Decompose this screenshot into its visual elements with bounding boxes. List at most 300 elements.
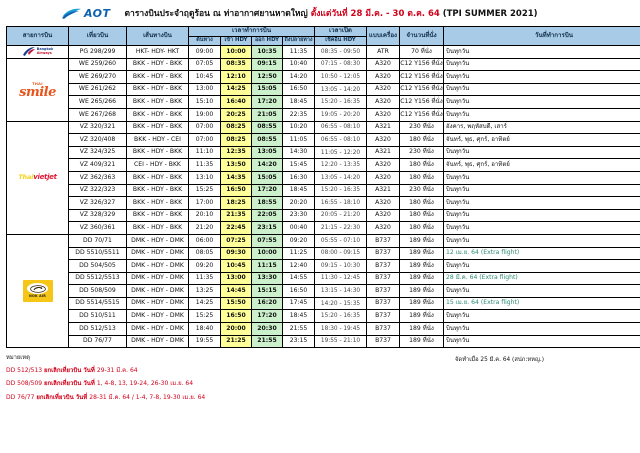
footer-note-action: ยกเลิกเที่ยวบิน วันที่ (43, 366, 97, 374)
cell-checkin-window: 06:55 - 08:10 (315, 121, 367, 134)
cell-route: DMK - HDY - DMK (127, 335, 189, 348)
cell-arrive-hdy-time: 07:25 (221, 234, 252, 247)
flight-schedule-table (6, 26, 640, 348)
cell-seats: 189 ที่นั่ง (400, 310, 444, 323)
cell-operating-days: 28 มี.ค. 64 (Extra flight) (444, 272, 640, 285)
table-row (7, 46, 640, 59)
cell-seats: 189 ที่นั่ง (400, 234, 444, 247)
col-header-seats: จำนวนที่นั่ง (400, 27, 444, 46)
cell-route: BKK - HDY - BKK (127, 121, 189, 134)
cell-flight-no: DD 508/509 (69, 285, 127, 298)
cell-aircraft: A321 (367, 121, 400, 134)
table-row (7, 83, 640, 96)
airline-logo-cell (7, 46, 69, 59)
cell-flight-no: DD 512/513 (69, 323, 127, 336)
cell-seats: 189 ที่นั่ง (400, 285, 444, 298)
col-header-flight-no: เที่ยวบิน (69, 27, 127, 46)
cell-destination-time: 10:40 (283, 58, 315, 71)
cell-destination-time: 23:15 (283, 335, 315, 348)
cell-checkin-window: 18:30 - 19:45 (315, 323, 367, 336)
cell-flight-no: VZ 328/329 (69, 209, 127, 222)
cell-flight-no: DD 5514/5515 (69, 297, 127, 310)
cell-flight-no: WE 265/266 (69, 96, 127, 109)
cell-aircraft: A321 (367, 184, 400, 197)
cell-route: DMK - HDY - DMK (127, 247, 189, 260)
page-footer (0, 348, 640, 402)
cell-checkin-window: 13:15 - 14:30 (315, 285, 367, 298)
cell-aircraft: A320 (367, 159, 400, 172)
cell-origin-time: 07:00 (189, 121, 221, 134)
cell-route: BKK - HDY - BKK (127, 184, 189, 197)
cell-seats: 180 ที่นั่ง (400, 222, 444, 235)
cell-destination-time: 10:20 (283, 121, 315, 134)
col-header-aircraft: แบบเครื่อง (367, 27, 400, 46)
footer-note-flight: DD 512/513 (6, 366, 44, 374)
cell-checkin-window: 16:55 - 18:10 (315, 197, 367, 210)
cell-arrive-hdy-time: 20:25 (221, 108, 252, 121)
footer-note (6, 392, 634, 402)
table-row (7, 71, 640, 84)
cell-flight-no: DD 504/505 (69, 260, 127, 273)
cell-route: BKK - HDY - BKK (127, 83, 189, 96)
cell-origin-time: 06:00 (189, 234, 221, 247)
cell-origin-time: 09:20 (189, 260, 221, 273)
cell-route: BKK - HDY - BKK (127, 108, 189, 121)
cell-checkin-window: 19:55 - 21:10 (315, 335, 367, 348)
cell-destination-time: 22:35 (283, 108, 315, 121)
cell-arrive-hdy-time: 13:50 (221, 159, 252, 172)
cell-depart-hdy-time: 11:15 (252, 260, 283, 273)
cell-arrive-hdy-time: 13:00 (221, 272, 252, 285)
airline-logo-cell (7, 234, 69, 347)
table-row (7, 323, 640, 336)
aot-logo (62, 7, 111, 20)
cell-seats: 189 ที่นั่ง (400, 323, 444, 336)
cell-operating-days: บินทุกวัน (444, 323, 640, 336)
cell-checkin-window: 10:50 - 12:05 (315, 71, 367, 84)
cell-arrive-hdy-time: 08:25 (221, 121, 252, 134)
cell-route: DMK - HDY - DMK (127, 260, 189, 273)
cell-destination-time: 09:20 (283, 234, 315, 247)
cell-checkin-window: 21:15 - 22:30 (315, 222, 367, 235)
cell-operating-days: จันทร์, พุธ, ศุกร์, อาทิตย์ (444, 159, 640, 172)
cell-origin-time: 11:35 (189, 272, 221, 285)
cell-arrive-hdy-time: 09:30 (221, 247, 252, 260)
cell-seats: C12 Y156 ที่นั่ง (400, 58, 444, 71)
footer-notes (6, 365, 634, 402)
cell-operating-days: บินทุกวัน (444, 197, 640, 210)
cell-origin-time: 18:40 (189, 323, 221, 336)
cell-flight-no: WE 259/260 (69, 58, 127, 71)
cell-depart-hdy-time: 17:20 (252, 310, 283, 323)
page-title-season: (TPI SUMMER 2021) (442, 9, 538, 19)
cell-operating-days: บินทุกวัน (444, 71, 640, 84)
cell-checkin-window: 13:05 - 14:20 (315, 171, 367, 184)
cell-seats: 230 ที่นั่ง (400, 146, 444, 159)
cell-operating-days: 15 เม.ย. 64 (Extra flight) (444, 297, 640, 310)
cell-origin-time: 11:10 (189, 146, 221, 159)
cell-destination-time: 11:35 (283, 46, 315, 59)
cell-arrive-hdy-time: 14:25 (221, 83, 252, 96)
cell-destination-time: 14:20 (283, 71, 315, 84)
cell-arrive-hdy-time: 10:00 (221, 46, 252, 59)
cell-checkin-window: 12:20 - 13:35 (315, 159, 367, 172)
col-header-days: วันที่ทำการบิน (444, 27, 640, 46)
cell-aircraft: B737 (367, 297, 400, 310)
cell-checkin-window: 05:55 - 07:10 (315, 234, 367, 247)
cell-checkin-window: 13:05 - 14:20 (315, 83, 367, 96)
cell-arrive-hdy-time: 22:45 (221, 222, 252, 235)
cell-depart-hdy-time: 17:20 (252, 184, 283, 197)
cell-destination-time: 14:55 (283, 272, 315, 285)
cell-destination-time: 18:45 (283, 310, 315, 323)
cell-route: CEI - HDY - BKK (127, 159, 189, 172)
cell-route: BKK - HDY - BKK (127, 171, 189, 184)
cell-arrive-hdy-time: 16:40 (221, 96, 252, 109)
footer-note-flight: DD 508/509 (6, 380, 44, 388)
cell-aircraft: ATR (367, 46, 400, 59)
cell-checkin-window: 15:20 - 16:35 (315, 96, 367, 109)
cell-flight-no: DD 76/77 (69, 335, 127, 348)
cell-arrive-hdy-time: 08:35 (221, 58, 252, 71)
cell-depart-hdy-time: 07:55 (252, 234, 283, 247)
cell-checkin-window: 11:30 - 12:45 (315, 272, 367, 285)
cell-origin-time: 07:05 (189, 58, 221, 71)
cell-checkin-window: 15:20 - 16:35 (315, 184, 367, 197)
thai-vietjet-logo: Thaivietjet (18, 173, 57, 182)
airline-logo-cell (7, 121, 69, 234)
table-row (7, 297, 640, 310)
cell-aircraft: A320 (367, 209, 400, 222)
cell-seats: 189 ที่นั่ง (400, 260, 444, 273)
col-header-depart-hdy: ออก HDY (252, 37, 283, 46)
footer-note (6, 365, 634, 375)
cell-operating-days: บินทุกวัน (444, 83, 640, 96)
table-row (7, 285, 640, 298)
table-row (7, 260, 640, 273)
cell-depart-hdy-time: 13:05 (252, 146, 283, 159)
cell-aircraft: A321 (367, 146, 400, 159)
page-title-main: ตารางบินประจำฤดูร้อน ณ ท่าอากาศยานหาดใหญ่ (124, 9, 311, 19)
cell-arrive-hdy-time: 14:35 (221, 171, 252, 184)
cell-destination-time: 15:45 (283, 159, 315, 172)
col-header-route: เส้นทางบิน (127, 27, 189, 46)
table-row (7, 247, 640, 260)
cell-aircraft: B737 (367, 335, 400, 348)
table-header-row-1 (7, 27, 640, 37)
cell-depart-hdy-time: 22:05 (252, 209, 283, 222)
table-row (7, 96, 640, 109)
cell-route: BKK - HDY - BKK (127, 71, 189, 84)
cell-route: BKK - HDY - BKK (127, 197, 189, 210)
cell-operating-days: บินทุกวัน (444, 58, 640, 71)
cell-arrive-hdy-time: 21:35 (221, 209, 252, 222)
page-title-date-range: ตั้งแต่วันที่ 28 มี.ค. - 30 ต.ค. 64 (310, 9, 443, 19)
cell-seats: C12 Y156 ที่นั่ง (400, 96, 444, 109)
cell-origin-time: 15:25 (189, 184, 221, 197)
cell-route: BKK - HDY - BKK (127, 146, 189, 159)
footer-heading: หมายเหตุ (6, 355, 30, 362)
cell-aircraft: B737 (367, 247, 400, 260)
cell-destination-time: 11:05 (283, 134, 315, 147)
cell-arrive-hdy-time: 20:00 (221, 323, 252, 336)
cell-destination-time: 23:30 (283, 209, 315, 222)
cell-origin-time: 11:35 (189, 159, 221, 172)
footer-note-dates: 28-31 มี.ค. 64 / 1-4, 7-8, 19-30 เม.ย. 64 (89, 393, 206, 401)
cell-seats: 70 ที่นั่ง (400, 46, 444, 59)
cell-arrive-hdy-time: 10:45 (221, 260, 252, 273)
cell-depart-hdy-time: 12:50 (252, 71, 283, 84)
table-row (7, 146, 640, 159)
cell-route: DMK - HDY - DMK (127, 310, 189, 323)
cell-checkin-window: 15:20 - 16:35 (315, 310, 367, 323)
cell-origin-time: 19:00 (189, 108, 221, 121)
cell-operating-days: บินทุกวัน (444, 146, 640, 159)
cell-depart-hdy-time: 10:00 (252, 247, 283, 260)
cell-operating-days: บินทุกวัน (444, 234, 640, 247)
col-header-destination: ถึงปลายทาง (283, 37, 315, 46)
cell-destination-time: 14:30 (283, 146, 315, 159)
col-header-airline: สายการบิน (7, 27, 69, 46)
table-row (7, 159, 640, 172)
cell-depart-hdy-time: 18:55 (252, 197, 283, 210)
cell-flight-no: WE 267/268 (69, 108, 127, 121)
cell-flight-no: VZ 324/325 (69, 146, 127, 159)
cell-checkin-window: 20:05 - 21:20 (315, 209, 367, 222)
cell-operating-days: จันทร์, พุธ, ศุกร์, อาทิตย์ (444, 134, 640, 147)
col-header-checkin-group: เวลาเปิด (315, 27, 367, 37)
cell-route: DMK - HDY - DMK (127, 272, 189, 285)
bangkok-airways-logo: Bangkok Airways (7, 46, 68, 57)
cell-aircraft: B737 (367, 285, 400, 298)
schedule-table-wrap (0, 26, 640, 348)
cell-seats: 189 ที่นั่ง (400, 247, 444, 260)
cell-seats: C12 Y156 ที่นั่ง (400, 83, 444, 96)
cell-operating-days: บินทุกวัน (444, 222, 640, 235)
cell-origin-time: 09:00 (189, 46, 221, 59)
cell-operating-days: อังคาร, พฤหัสบดี, เสาร์ (444, 121, 640, 134)
cell-route: DMK - HDY - DMK (127, 323, 189, 336)
cell-seats: 180 ที่นั่ง (400, 171, 444, 184)
table-row (7, 184, 640, 197)
cell-operating-days: บินทุกวัน (444, 310, 640, 323)
cell-seats: 180 ที่นั่ง (400, 134, 444, 147)
cell-arrive-hdy-time: 12:35 (221, 146, 252, 159)
cell-aircraft: B737 (367, 234, 400, 247)
cell-aircraft: A320 (367, 71, 400, 84)
cell-aircraft: A320 (367, 108, 400, 121)
airline-logo-cell (7, 58, 69, 121)
cell-operating-days: บินทุกวัน (444, 335, 640, 348)
cell-aircraft: B737 (367, 323, 400, 336)
cell-operating-days: บินทุกวัน (444, 46, 640, 59)
cell-flight-no: VZ 326/327 (69, 197, 127, 210)
cell-destination-time: 17:45 (283, 297, 315, 310)
cell-seats: 189 ที่นั่ง (400, 297, 444, 310)
table-row (7, 121, 640, 134)
cell-operating-days: บินทุกวัน (444, 171, 640, 184)
table-body (7, 46, 640, 348)
footer-note-action: ยกเลิกเที่ยวบิน วันที่ (36, 393, 90, 401)
table-row (7, 335, 640, 348)
cell-aircraft: A320 (367, 171, 400, 184)
table-row (7, 310, 640, 323)
cell-operating-days: บินทุกวัน (444, 108, 640, 121)
cell-aircraft: A320 (367, 134, 400, 147)
cell-depart-hdy-time: 20:30 (252, 323, 283, 336)
cell-depart-hdy-time: 10:35 (252, 46, 283, 59)
cell-destination-time: 11:25 (283, 247, 315, 260)
aot-swoosh-icon (62, 8, 82, 19)
table-row (7, 108, 640, 121)
cell-arrive-hdy-time: 21:25 (221, 335, 252, 348)
cell-operating-days: บินทุกวัน (444, 184, 640, 197)
cell-origin-time: 21:20 (189, 222, 221, 235)
cell-depart-hdy-time: 14:20 (252, 159, 283, 172)
cell-route: BKK - HDY - BKK (127, 222, 189, 235)
table-row (7, 272, 640, 285)
cell-origin-time: 08:05 (189, 247, 221, 260)
cell-depart-hdy-time: 21:55 (252, 335, 283, 348)
cell-operating-days: 12 เม.ย. 64 (Extra flight) (444, 247, 640, 260)
cell-route: BKK - HDY - BKK (127, 58, 189, 71)
col-header-origin: ต้นทาง (189, 37, 221, 46)
cell-seats: 230 ที่นั่ง (400, 121, 444, 134)
cell-operating-days: บินทุกวัน (444, 209, 640, 222)
cell-flight-no: VZ 409/321 (69, 159, 127, 172)
cell-destination-time: 16:50 (283, 83, 315, 96)
cell-arrive-hdy-time: 18:25 (221, 197, 252, 210)
cell-origin-time: 13:25 (189, 285, 221, 298)
cell-checkin-window: 08:35 - 09:50 (315, 46, 367, 59)
table-row (7, 171, 640, 184)
footer-note (6, 378, 634, 388)
cell-destination-time: 16:30 (283, 171, 315, 184)
page-title (125, 6, 538, 20)
cell-seats: 230 ที่นั่ง (400, 184, 444, 197)
aot-wordmark: AOT (84, 6, 111, 20)
cell-depart-hdy-time: 21:05 (252, 108, 283, 121)
cell-depart-hdy-time: 23:15 (252, 222, 283, 235)
table-row (7, 197, 640, 210)
cell-flight-no: VZ 320/321 (69, 121, 127, 134)
cell-aircraft: B737 (367, 260, 400, 273)
cell-depart-hdy-time: 08:55 (252, 134, 283, 147)
table-row (7, 234, 640, 247)
cell-flight-no: VZ 320/408 (69, 134, 127, 147)
footer-note-dates: 29-31 มี.ค. 64 (96, 366, 138, 374)
cell-aircraft: B737 (367, 310, 400, 323)
cell-operating-days: บินทุกวัน (444, 260, 640, 273)
table-row (7, 134, 640, 147)
cell-depart-hdy-time: 17:20 (252, 96, 283, 109)
cell-flight-no: WE 261/262 (69, 83, 127, 96)
footer-note-dates: 1, 4-8, 13, 19-24, 26-30 เม.ย. 64 (96, 380, 194, 388)
cell-seats: 180 ที่นั่ง (400, 209, 444, 222)
footer-stamp: จัดทำเมื่อ 25 มี.ค. 64 (สปภ:หหญ.) (455, 357, 544, 364)
cell-origin-time: 17:00 (189, 197, 221, 210)
cell-arrive-hdy-time: 16:50 (221, 310, 252, 323)
table-row (7, 58, 640, 71)
cell-flight-no: VZ 362/363 (69, 171, 127, 184)
cell-seats: 180 ที่นั่ง (400, 159, 444, 172)
cell-checkin-window: 06:55 - 08:10 (315, 134, 367, 147)
cell-aircraft: A320 (367, 58, 400, 71)
cell-depart-hdy-time: 13:30 (252, 272, 283, 285)
cell-seats: 189 ที่นั่ง (400, 335, 444, 348)
cell-origin-time: 14:25 (189, 297, 221, 310)
col-header-arrive-hdy: เข้า HDY (221, 37, 252, 46)
cell-seats: C12 Y156 ที่นั่ง (400, 71, 444, 84)
cell-checkin-window: 09:15 - 10:30 (315, 260, 367, 273)
cell-depart-hdy-time: 16:20 (252, 297, 283, 310)
cell-seats: 189 ที่นั่ง (400, 272, 444, 285)
cell-route: BKK - HDY - CEI (127, 134, 189, 147)
cell-checkin-window: 11:05 - 12:20 (315, 146, 367, 159)
cell-origin-time: 20:10 (189, 209, 221, 222)
footer-note-flight: DD 76/77 (6, 393, 37, 401)
cell-flight-no: DD 5512/5513 (69, 272, 127, 285)
cell-seats: C12 Y156 ที่นั่ง (400, 108, 444, 121)
cell-aircraft: A320 (367, 83, 400, 96)
cell-origin-time: 10:45 (189, 71, 221, 84)
col-header-flight-time-group: เวลาทำการบิน (189, 27, 315, 37)
cell-destination-time: 20:20 (283, 197, 315, 210)
cell-flight-no: DD 70/71 (69, 234, 127, 247)
cell-depart-hdy-time: 15:05 (252, 83, 283, 96)
cell-arrive-hdy-time: 08:25 (221, 134, 252, 147)
cell-arrive-hdy-time: 15:50 (221, 297, 252, 310)
thai-smile-logo: THAI smile (19, 81, 56, 100)
cell-origin-time: 13:00 (189, 83, 221, 96)
cell-arrive-hdy-time: 12:10 (221, 71, 252, 84)
cell-route: BKK - HDY - BKK (127, 96, 189, 109)
cell-checkin-window: 14:20 - 15:35 (315, 297, 367, 310)
cell-destination-time: 16:50 (283, 285, 315, 298)
cell-depart-hdy-time: 09:15 (252, 58, 283, 71)
cell-depart-hdy-time: 15:15 (252, 285, 283, 298)
cell-arrive-hdy-time: 14:45 (221, 285, 252, 298)
cell-route: DMK - HDY - DMK (127, 234, 189, 247)
cell-seats: 180 ที่นั่ง (400, 197, 444, 210)
cell-destination-time: 00:40 (283, 222, 315, 235)
cell-destination-time: 12:40 (283, 260, 315, 273)
cell-aircraft: A320 (367, 222, 400, 235)
cell-arrive-hdy-time: 16:50 (221, 184, 252, 197)
cell-route: HKT- HDY- HKT (127, 46, 189, 59)
cell-checkin-window: 19:05 - 20:20 (315, 108, 367, 121)
cell-checkin-window: 07:15 - 08:30 (315, 58, 367, 71)
cell-origin-time: 07:00 (189, 134, 221, 147)
cell-route: DMK - HDY - DMK (127, 285, 189, 298)
cell-aircraft: A320 (367, 96, 400, 109)
cell-origin-time: 15:10 (189, 96, 221, 109)
cell-aircraft: B737 (367, 272, 400, 285)
cell-origin-time: 13:10 (189, 171, 221, 184)
page-header (0, 0, 640, 26)
cell-depart-hdy-time: 15:05 (252, 171, 283, 184)
table-head (7, 27, 640, 46)
cell-flight-no: WE 269/270 (69, 71, 127, 84)
cell-flight-no: PG 298/299 (69, 46, 127, 59)
table-row (7, 222, 640, 235)
cell-flight-no: DD 5510/5511 (69, 247, 127, 260)
cell-flight-no: VZ 322/323 (69, 184, 127, 197)
cell-destination-time: 21:55 (283, 323, 315, 336)
cell-depart-hdy-time: 08:55 (252, 121, 283, 134)
cell-aircraft: A320 (367, 197, 400, 210)
cell-route: DMK - HDY - DMK (127, 297, 189, 310)
